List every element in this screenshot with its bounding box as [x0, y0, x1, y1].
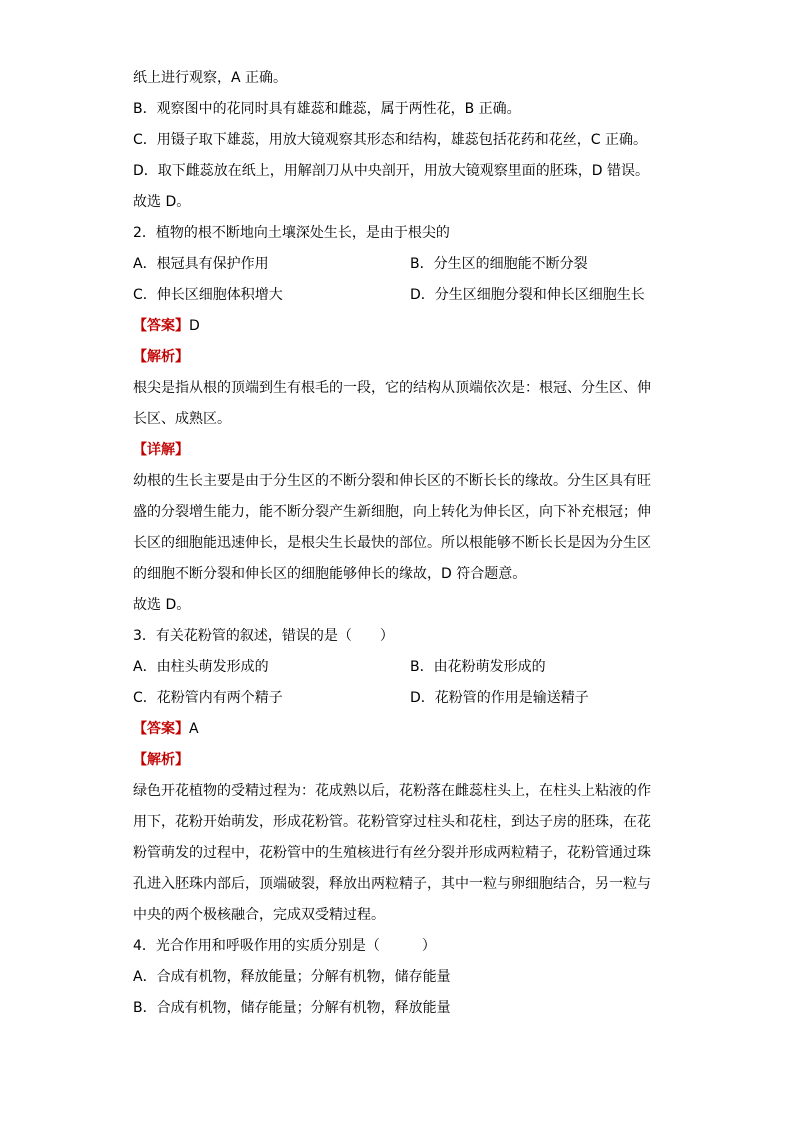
text-line: 纸上进行观察，A 正确。: [133, 70, 288, 86]
text-line: C．用镊子取下雄蕊，用放大镜观察其形态和结构，雄蕊包括花药和花丝，C 正确。: [133, 132, 647, 148]
text-line: 盛的分裂增生能力，能不断分裂产生新细胞，向上转化为伸长区，向下补充根冠；伸: [133, 504, 651, 520]
text-line: 长区的细胞能迅速伸长，是根尖生长最快的部位。所以根能够不断长长是因为分生区: [133, 535, 651, 551]
option-c: C．花粉管内有两个精子: [133, 690, 283, 706]
text-line: 粉管萌发的过程中，花粉管中的生殖核进行有丝分裂并形成两粒精子，花粉管通过珠: [133, 845, 651, 861]
text-line: D．取下雌蕊放在纸上，用解剖刀从中央剖开，用放大镜观察里面的胚珠，D 错误。: [133, 163, 650, 179]
question-3-stem: 3．有关花粉管的叙述，错误的是（ ）: [133, 628, 394, 644]
option-c: C．伸长区细胞体积增大: [133, 287, 283, 303]
option-a: A．合成有机物，释放能量；分解有机物，储存能量: [133, 969, 451, 985]
conclusion: 故选 D。: [133, 597, 191, 613]
answer-line: [133, 714, 663, 745]
text-line: 长区、成熟区。: [133, 411, 231, 427]
option-d: D．花粉管的作用是输送精子: [410, 690, 589, 706]
analysis-tag: 【解析】: [133, 349, 189, 365]
analysis-heading: [133, 342, 663, 373]
text-line: 用下，花粉开始萌发，形成花粉管。花粉管穿过柱头和花柱，到达子房的胚珠，在花: [133, 814, 651, 830]
option-b: B．合成有机物，储存能量；分解有机物，释放能量: [133, 1000, 451, 1016]
answer-tag: 【答案】: [133, 721, 189, 737]
option-b: B．分生区的细胞能不断分裂: [410, 256, 588, 272]
question-2-stem: 2．植物的根不断地向土壤深处生长，是由于根尖的: [133, 225, 450, 241]
answer-value: D: [189, 318, 200, 334]
question-3-options-row-2: [133, 683, 663, 714]
detail-heading: [133, 435, 663, 466]
question-2-options-row-2: [133, 280, 663, 311]
option-d: D．分生区细胞分裂和伸长区细胞生长: [410, 287, 645, 303]
text-line: 孔进入胚珠内部后，顶端破裂，释放出两粒精子，其中一粒与卵细胞结合，另一粒与: [133, 876, 651, 892]
page-content: [133, 63, 663, 1024]
text-line: 中央的两个极核融合，完成双受精过程。: [133, 907, 385, 923]
question-2-options-row-1: [133, 249, 663, 280]
option-a: A．由柱头萌发形成的: [133, 659, 269, 675]
text-line: B．观察图中的花同时具有雄蕊和雌蕊，属于两性花，B 正确。: [133, 101, 521, 117]
analysis-tag: 【解析】: [133, 752, 189, 768]
answer-line: [133, 311, 663, 342]
question-3-options-row-1: [133, 652, 663, 683]
text-line: 的细胞不断分裂和伸长区的细胞能够伸长的缘故，D 符合题意。: [133, 566, 527, 582]
option-a: A．根冠具有保护作用: [133, 256, 269, 272]
analysis-heading: [133, 745, 663, 776]
text-line: 绿色开花植物的受精过程为：花成熟以后，花粉落在雌蕊柱头上，在柱头上粘液的作: [133, 783, 651, 799]
answer-tag: 【答案】: [133, 318, 189, 334]
text-line: 幼根的生长主要是由于分生区的不断分裂和伸长区的不断长长的缘故。分生区具有旺: [133, 473, 651, 489]
detail-tag: 【详解】: [133, 442, 189, 458]
text-line: 根尖是指从根的顶端到生有根毛的一段，它的结构从顶端依次是：根冠、分生区、伸: [133, 380, 651, 396]
option-b: B．由花粉萌发形成的: [410, 659, 546, 675]
conclusion: 故选 D。: [133, 194, 191, 210]
question-4-stem: 4．光合作用和呼吸作用的实质分别是（ ）: [133, 938, 436, 954]
answer-value: A: [189, 721, 199, 737]
